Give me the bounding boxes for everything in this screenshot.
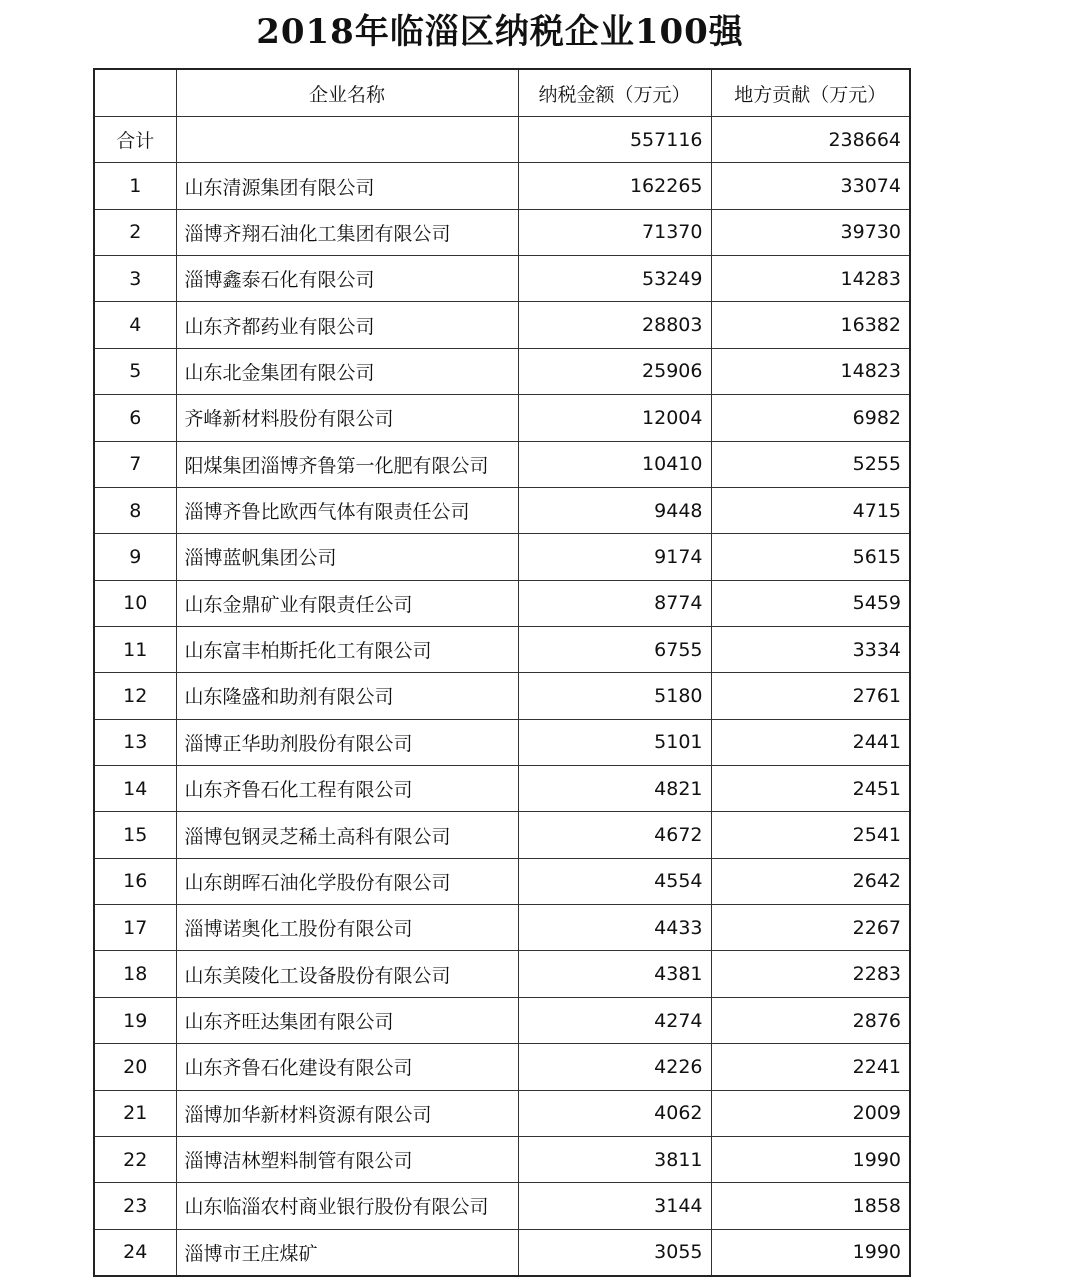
tax-amount-cell: 8774 [518, 580, 711, 626]
local-contribution-cell: 5615 [711, 534, 910, 580]
tax-ranking-table [93, 68, 911, 1277]
local-contribution-cell: 2241 [711, 1044, 910, 1090]
company-name-cell: 淄博洁林塑料制管有限公司 [176, 1136, 518, 1182]
rank-cell: 1 [94, 163, 176, 209]
local-contribution-cell: 2876 [711, 997, 910, 1043]
local-contribution-cell: 14823 [711, 348, 910, 394]
column-header-local-contribution: 地方贡献（万元） [711, 69, 910, 117]
company-name-cell: 山东隆盛和助剂有限公司 [176, 673, 518, 719]
tax-amount-cell: 3144 [518, 1183, 711, 1229]
column-header-rank [94, 69, 176, 117]
tax-amount-cell: 25906 [518, 348, 711, 394]
tax-amount-cell: 28803 [518, 302, 711, 348]
rank-cell: 16 [94, 858, 176, 904]
table-row [94, 951, 910, 997]
tax-amount-cell: 4433 [518, 905, 711, 951]
rank-cell: 15 [94, 812, 176, 858]
company-name-cell: 淄博齐鲁比欧西气体有限责任公司 [176, 487, 518, 533]
local-contribution-cell: 39730 [711, 209, 910, 255]
tax-amount-cell: 4672 [518, 812, 711, 858]
rank-cell: 12 [94, 673, 176, 719]
table-row [94, 905, 910, 951]
table-row [94, 812, 910, 858]
rank-cell: 21 [94, 1090, 176, 1136]
rank-cell: 6 [94, 395, 176, 441]
table-row [94, 395, 910, 441]
company-name-cell: 齐峰新材料股份有限公司 [176, 395, 518, 441]
total-local: 238664 [711, 117, 910, 163]
total-label: 合计 [94, 117, 176, 163]
local-contribution-cell: 2642 [711, 858, 910, 904]
tax-amount-cell: 10410 [518, 441, 711, 487]
table-row [94, 997, 910, 1043]
rank-cell: 11 [94, 626, 176, 672]
company-name-cell: 山东美陵化工设备股份有限公司 [176, 951, 518, 997]
tax-amount-cell: 3055 [518, 1229, 711, 1276]
local-contribution-cell: 2541 [711, 812, 910, 858]
table-row [94, 1229, 910, 1276]
total-name [176, 117, 518, 163]
company-name-cell: 淄博齐翔石油化工集团有限公司 [176, 209, 518, 255]
local-contribution-cell: 1858 [711, 1183, 910, 1229]
table-row [94, 534, 910, 580]
rank-cell: 19 [94, 997, 176, 1043]
table-row [94, 163, 910, 209]
company-name-cell: 淄博加华新材料资源有限公司 [176, 1090, 518, 1136]
table-row [94, 626, 910, 672]
tax-amount-cell: 71370 [518, 209, 711, 255]
local-contribution-cell: 2451 [711, 766, 910, 812]
tax-amount-cell: 4821 [518, 766, 711, 812]
local-contribution-cell: 2761 [711, 673, 910, 719]
local-contribution-cell: 1990 [711, 1229, 910, 1276]
table-row [94, 858, 910, 904]
company-name-cell: 淄博市王庄煤矿 [176, 1229, 518, 1276]
table-row [94, 1183, 910, 1229]
rank-cell: 18 [94, 951, 176, 997]
company-name-cell: 淄博正华助剂股份有限公司 [176, 719, 518, 765]
tax-amount-cell: 162265 [518, 163, 711, 209]
company-name-cell: 淄博鑫泰石化有限公司 [176, 256, 518, 302]
local-contribution-cell: 33074 [711, 163, 910, 209]
tax-amount-cell: 12004 [518, 395, 711, 441]
rank-cell: 8 [94, 487, 176, 533]
tax-amount-cell: 6755 [518, 626, 711, 672]
company-name-cell: 淄博包钢灵芝稀土高科有限公司 [176, 812, 518, 858]
rank-cell: 17 [94, 905, 176, 951]
company-name-cell: 山东临淄农村商业银行股份有限公司 [176, 1183, 518, 1229]
local-contribution-cell: 3334 [711, 626, 910, 672]
rank-cell: 5 [94, 348, 176, 394]
column-header-tax-amount: 纳税金额（万元） [518, 69, 711, 117]
local-contribution-cell: 2009 [711, 1090, 910, 1136]
tax-amount-cell: 9448 [518, 487, 711, 533]
rank-cell: 4 [94, 302, 176, 348]
company-name-cell: 山东富丰柏斯托化工有限公司 [176, 626, 518, 672]
company-name-cell: 山东金鼎矿业有限责任公司 [176, 580, 518, 626]
table-row [94, 766, 910, 812]
company-name-cell: 淄博诺奥化工股份有限公司 [176, 905, 518, 951]
rank-cell: 13 [94, 719, 176, 765]
tax-amount-cell: 9174 [518, 534, 711, 580]
local-contribution-cell: 14283 [711, 256, 910, 302]
rank-cell: 23 [94, 1183, 176, 1229]
tax-amount-cell: 4062 [518, 1090, 711, 1136]
table-row [94, 441, 910, 487]
table-row [94, 580, 910, 626]
company-name-cell: 山东齐鲁石化工程有限公司 [176, 766, 518, 812]
tax-amount-cell: 4554 [518, 858, 711, 904]
table-row [94, 719, 910, 765]
rank-cell: 10 [94, 580, 176, 626]
tax-amount-cell: 3811 [518, 1136, 711, 1182]
rank-cell: 24 [94, 1229, 176, 1276]
company-name-cell: 山东清源集团有限公司 [176, 163, 518, 209]
tax-amount-cell: 4274 [518, 997, 711, 1043]
company-name-cell: 山东齐鲁石化建设有限公司 [176, 1044, 518, 1090]
table-row [94, 1044, 910, 1090]
tax-amount-cell: 53249 [518, 256, 711, 302]
local-contribution-cell: 16382 [711, 302, 910, 348]
table-row [94, 209, 910, 255]
company-name-cell: 山东北金集团有限公司 [176, 348, 518, 394]
company-name-cell: 淄博蓝帆集团公司 [176, 534, 518, 580]
local-contribution-cell: 5459 [711, 580, 910, 626]
rank-cell: 2 [94, 209, 176, 255]
table-row [94, 487, 910, 533]
table-row [94, 673, 910, 719]
total-row [94, 117, 910, 163]
total-tax: 557116 [518, 117, 711, 163]
local-contribution-cell: 1990 [711, 1136, 910, 1182]
table-row [94, 302, 910, 348]
rank-cell: 9 [94, 534, 176, 580]
rank-cell: 20 [94, 1044, 176, 1090]
local-contribution-cell: 2441 [711, 719, 910, 765]
local-contribution-cell: 2283 [711, 951, 910, 997]
local-contribution-cell: 2267 [711, 905, 910, 951]
page-title: 2018年临淄区纳税企业100强 [256, 12, 744, 52]
tax-amount-cell: 5180 [518, 673, 711, 719]
local-contribution-cell: 5255 [711, 441, 910, 487]
tax-amount-cell: 5101 [518, 719, 711, 765]
table-header-row [94, 69, 910, 117]
tax-amount-cell: 4381 [518, 951, 711, 997]
rank-cell: 22 [94, 1136, 176, 1182]
column-header-company-name: 企业名称 [176, 69, 518, 117]
table-row [94, 1090, 910, 1136]
rank-cell: 7 [94, 441, 176, 487]
company-name-cell: 山东齐都药业有限公司 [176, 302, 518, 348]
company-name-cell: 山东齐旺达集团有限公司 [176, 997, 518, 1043]
table-row [94, 348, 910, 394]
tax-amount-cell: 4226 [518, 1044, 711, 1090]
table-row [94, 1136, 910, 1182]
company-name-cell: 山东朗晖石油化学股份有限公司 [176, 858, 518, 904]
local-contribution-cell: 6982 [711, 395, 910, 441]
local-contribution-cell: 4715 [711, 487, 910, 533]
rank-cell: 14 [94, 766, 176, 812]
rank-cell: 3 [94, 256, 176, 302]
company-name-cell: 阳煤集团淄博齐鲁第一化肥有限公司 [176, 441, 518, 487]
table-row [94, 256, 910, 302]
